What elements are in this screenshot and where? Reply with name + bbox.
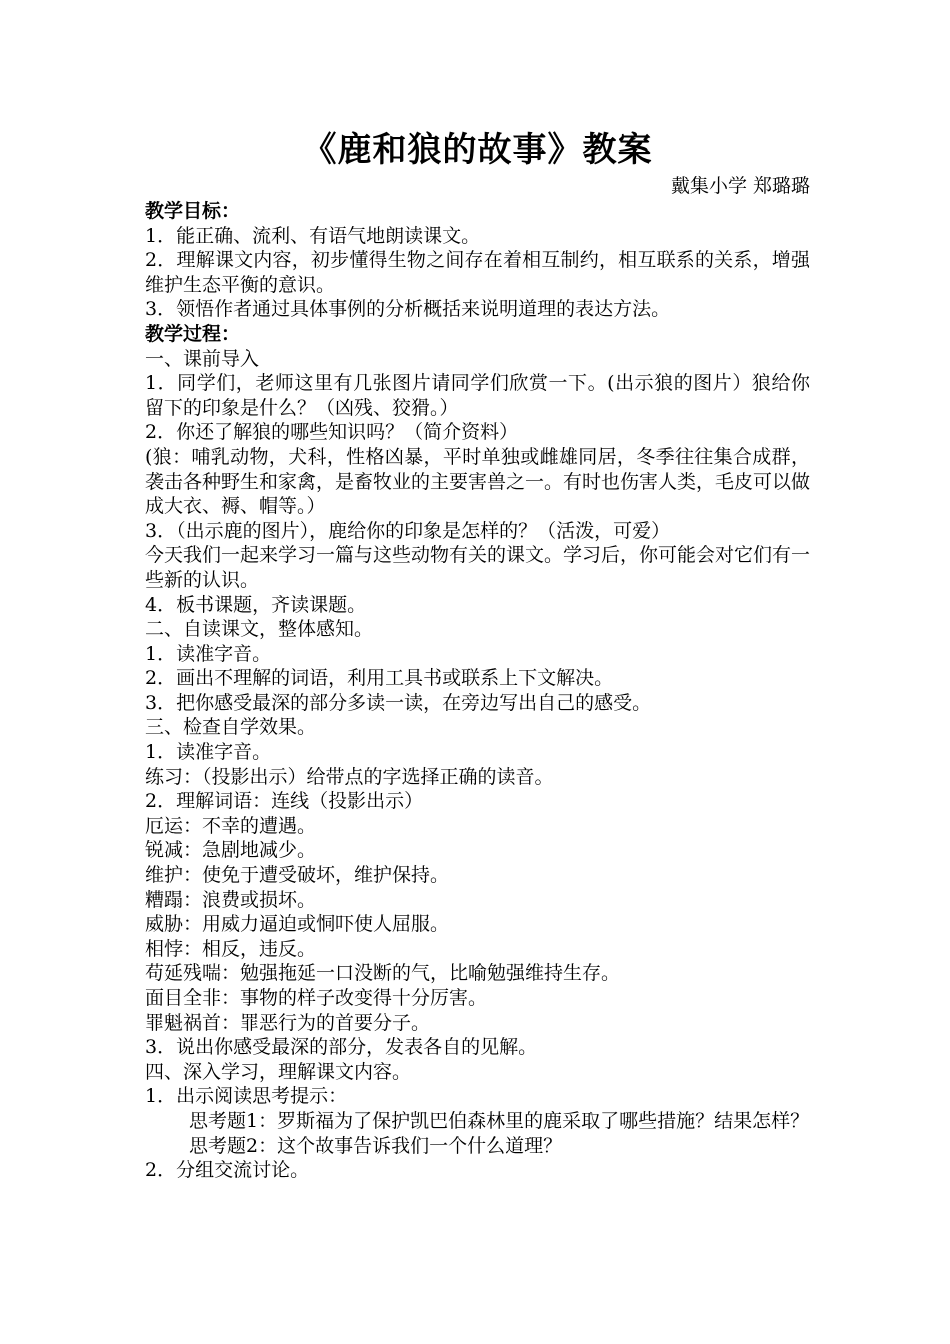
section-heading: 教学目标： [145, 200, 241, 222]
paragraph-line: 面目全非：事物的样子改变得十分厉害。 [145, 987, 488, 1009]
paragraph-line: 维护：使免于遭受破坏，维护保持。 [145, 864, 450, 887]
paragraph-line: 2．理解词语：连线（投影出示） [145, 790, 424, 813]
paragraph-line: 一、课前导入 [145, 347, 260, 370]
paragraph-line: 相悖：相反，违反。 [145, 937, 317, 960]
document-author: 戴集小学 郑璐璐 [670, 175, 810, 197]
paragraph-line: 四、深入学习，理解课文内容。 [145, 1060, 412, 1083]
paragraph-line: 3．（出示鹿的图片），鹿给你的印象是怎样的？（活泼，可爱） [145, 519, 671, 542]
paragraph-line: 3．领悟作者通过具体事例的分析概括来说明道理的表达方法。 [145, 298, 671, 321]
document-title: 《鹿和狼的故事》教案 [302, 130, 653, 170]
paragraph-line: 今天我们一起来学习一篇与这些动物有关的课文。学习后，你可能会对它们有一些新的认识。 [145, 544, 811, 591]
section-heading: 教学过程： [145, 322, 241, 345]
paragraph-line: 3．说出你感受最深的部分，发表各自的见解。 [145, 1036, 538, 1059]
paragraph-line: 2．分组交流讨论。 [145, 1159, 310, 1182]
paragraph-line: 二、自读课文，整体感知。 [145, 618, 374, 641]
paragraph-line: 1．同学们，老师这里有几张图片请同学们欣赏一下。(出示狼的图片）狼给你留下的印象是什么？（凶残、狡猾。） [145, 372, 810, 419]
paragraph-line: 1．出示阅读思考提示： [145, 1085, 348, 1108]
paragraph-line: 思考题1：罗斯福为了保护凯巴伯森林里的鹿采取了哪些措施？结果怎样？ [189, 1109, 810, 1132]
document-page [145, 128, 810, 1183]
paragraph-line: 罪魁祸首：罪恶行为的首要分子。 [145, 1011, 431, 1034]
paragraph-line: 3．把你感受最深的部分多读一读，在旁边写出自己的感受。 [145, 691, 652, 714]
paragraph-line: 练习：（投影出示）给带点的字选择正确的读音。 [145, 765, 554, 788]
document-body [145, 199, 810, 1183]
paragraph-line: 2．你还了解狼的哪些知识吗？（简介资料） [145, 421, 519, 444]
paragraph-line: 2．理解课文内容，初步懂得生物之间存在着相互制约，相互联系的关系，增强维护生态平衡的意识。 [145, 249, 810, 296]
paragraph-line: 1．读准字音。 [145, 741, 272, 764]
paragraph-line: 1．读准字音。 [145, 642, 272, 665]
paragraph-line: 思考题2：这个故事告诉我们一个什么道理？ [189, 1134, 563, 1157]
paragraph-line: 锐减：急剧地减少。 [145, 839, 317, 862]
paragraph-line: 苟延残喘：勉强拖延一口没断的气，比喻勉强维持生存。 [145, 962, 621, 985]
paragraph-line: 三、检查自学效果。 [145, 716, 317, 739]
paragraph-line: 2．画出不理解的词语，利用工具书或联系上下文解决。 [145, 667, 614, 690]
paragraph-line: 糟蹋：浪费或损坏。 [145, 888, 317, 911]
paragraph-line: 4．板书课题，齐读课题。 [145, 593, 367, 616]
paragraph-line: 厄运：不幸的遭遇。 [145, 814, 317, 837]
paragraph-line: 1．能正确、流利、有语气地朗读课文。 [145, 224, 481, 247]
paragraph-line: 威胁：用威力逼迫或恫吓使人屈服。 [145, 913, 450, 936]
paragraph-line: (狼：哺乳动物，犬科，性格凶暴，平时单独或雌雄同居，冬季往往集合成群，袭击各种野生和家禽，是畜牧业的主要害兽之一。有时也伤害人类，毛皮可以做成大衣、褥、帽等。） [145, 445, 811, 518]
